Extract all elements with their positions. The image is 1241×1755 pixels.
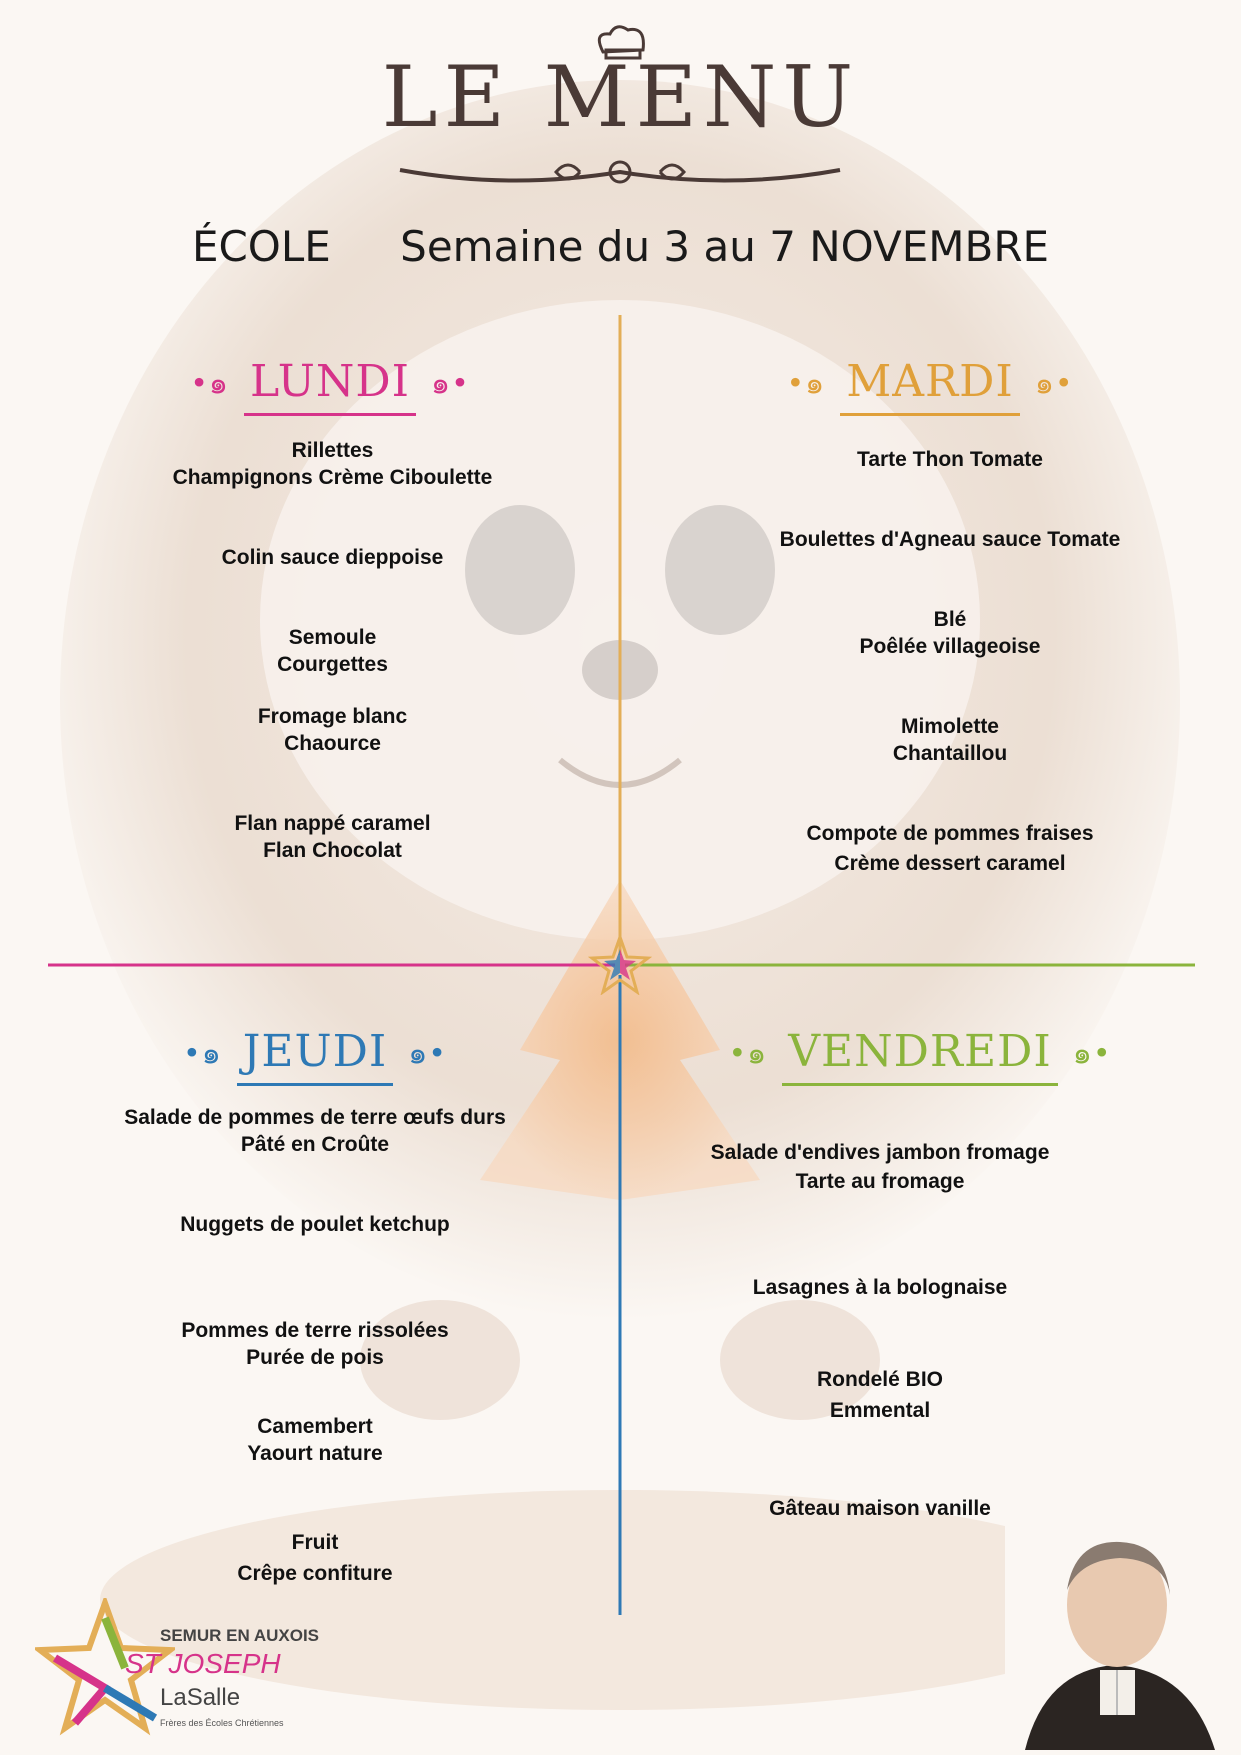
menu-item: Fromage blanc — [257, 705, 408, 728]
day-name: VENDREDI — [782, 1026, 1058, 1086]
menu-item: Tarte au fromage — [795, 1170, 965, 1193]
menu-item: Flan Chocolat — [263, 839, 402, 862]
menu-item: Rondelé BIO — [816, 1368, 943, 1391]
logo-location: SEMUR EN AUXOIS — [160, 1626, 320, 1645]
swirl-ornament-icon: ๑• — [408, 1036, 447, 1072]
page-title: LE MENU — [381, 48, 860, 146]
school-label: ÉCOLE — [191, 222, 331, 271]
menu-item: Emmental — [829, 1399, 931, 1422]
swirl-ornament-icon: ๑• — [431, 366, 470, 402]
menu-item: Salade d'endives jambon fromage — [710, 1141, 1050, 1164]
menu-item: Purée de pois — [246, 1346, 384, 1369]
menu-item: Yaourt nature — [247, 1442, 383, 1465]
day-name: MARDI — [840, 356, 1020, 416]
menu-item: Tarte Thon Tomate — [857, 448, 1043, 471]
week-label: Semaine du 3 au 7 NOVEMBRE — [400, 222, 1050, 271]
menu-item: Camembert — [257, 1415, 373, 1438]
swirl-ornament-icon: •๑ — [728, 1036, 768, 1072]
menu-item: Gâteau maison vanille — [769, 1497, 991, 1520]
day-heading-vendredi — [720, 1026, 1120, 1077]
menu-item: Blé — [933, 608, 967, 631]
swirl-ornament-icon: •๑ — [183, 1036, 222, 1072]
swirl-ornament-icon: ๑• — [1034, 366, 1074, 402]
menu-item: Flan nappé caramel — [234, 812, 431, 835]
menu-item: Champignons Crème Ciboulette — [172, 466, 493, 489]
day-heading-jeudi — [145, 1026, 485, 1077]
menu-item: Chaource — [284, 732, 381, 755]
menu-item: Pâté en Croûte — [240, 1133, 390, 1156]
menu-item: Crêpe confiture — [237, 1562, 393, 1585]
day-name: LUNDI — [244, 356, 416, 416]
menu-item: Compote de pommes fraises — [806, 822, 1094, 845]
menu-item: Boulettes d'Agneau sauce Tomate — [779, 528, 1121, 551]
founder-portrait-image — [1005, 1520, 1230, 1750]
menu-item: Mimolette — [900, 715, 999, 738]
swirl-ornament-icon: •๑ — [190, 366, 229, 402]
menu-item: Rillettes — [291, 439, 374, 462]
school-logo — [35, 1598, 335, 1738]
menu-item: Lasagnes à la bolognaise — [752, 1276, 1008, 1299]
logo-network: LaSalle — [160, 1684, 241, 1711]
logo-tagline: Frères des Écoles Chrétiennes — [160, 1718, 284, 1728]
swirl-ornament-icon: ๑• — [1072, 1036, 1112, 1072]
menu-item: Poêlée villageoise — [859, 635, 1041, 658]
menu-item: Fruit — [291, 1531, 339, 1554]
menu-item: Crème dessert caramel — [834, 852, 1066, 875]
menu-item: Semoule — [288, 626, 377, 649]
day-heading-lundi — [160, 356, 500, 407]
menu-item: Courgettes — [277, 653, 388, 676]
menu-item: Chantaillou — [892, 742, 1008, 765]
menu-item: Nuggets de poulet ketchup — [180, 1213, 450, 1236]
menu-item: Colin sauce dieppoise — [221, 546, 444, 569]
star-icon — [588, 935, 652, 995]
menu-item: Pommes de terre rissolées — [181, 1319, 449, 1342]
menu-item: Salade de pommes de terre œufs durs — [124, 1106, 506, 1129]
logo-name: ST JOSEPH — [125, 1648, 281, 1679]
day-name: JEUDI — [237, 1026, 394, 1086]
day-heading-mardi — [760, 356, 1100, 407]
swirl-ornament-icon: •๑ — [786, 366, 826, 402]
